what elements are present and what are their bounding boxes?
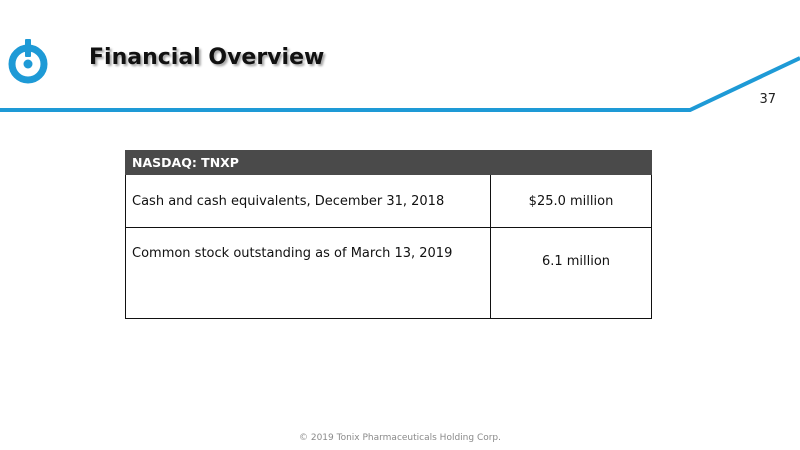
- row-value: 6.1 million: [491, 228, 652, 319]
- table-row: [126, 228, 652, 319]
- table-row: [126, 175, 652, 228]
- row-label: Cash and cash equivalents, December 31, 2018: [126, 175, 491, 228]
- copyright-footer: © 2019 Tonix Pharmaceuticals Holding Corp.: [298, 433, 502, 443]
- slide-title: Financial Overview: [89, 45, 325, 70]
- header-divider-line: [0, 0, 800, 120]
- page-number: 37: [759, 92, 776, 107]
- table-header: NASDAQ: TNXP: [126, 151, 652, 175]
- row-value: $25.0 million: [491, 175, 652, 228]
- row-label: Common stock outstanding as of March 13, 2019: [126, 228, 491, 319]
- financial-table: [125, 150, 652, 319]
- table-header-row: [126, 151, 652, 175]
